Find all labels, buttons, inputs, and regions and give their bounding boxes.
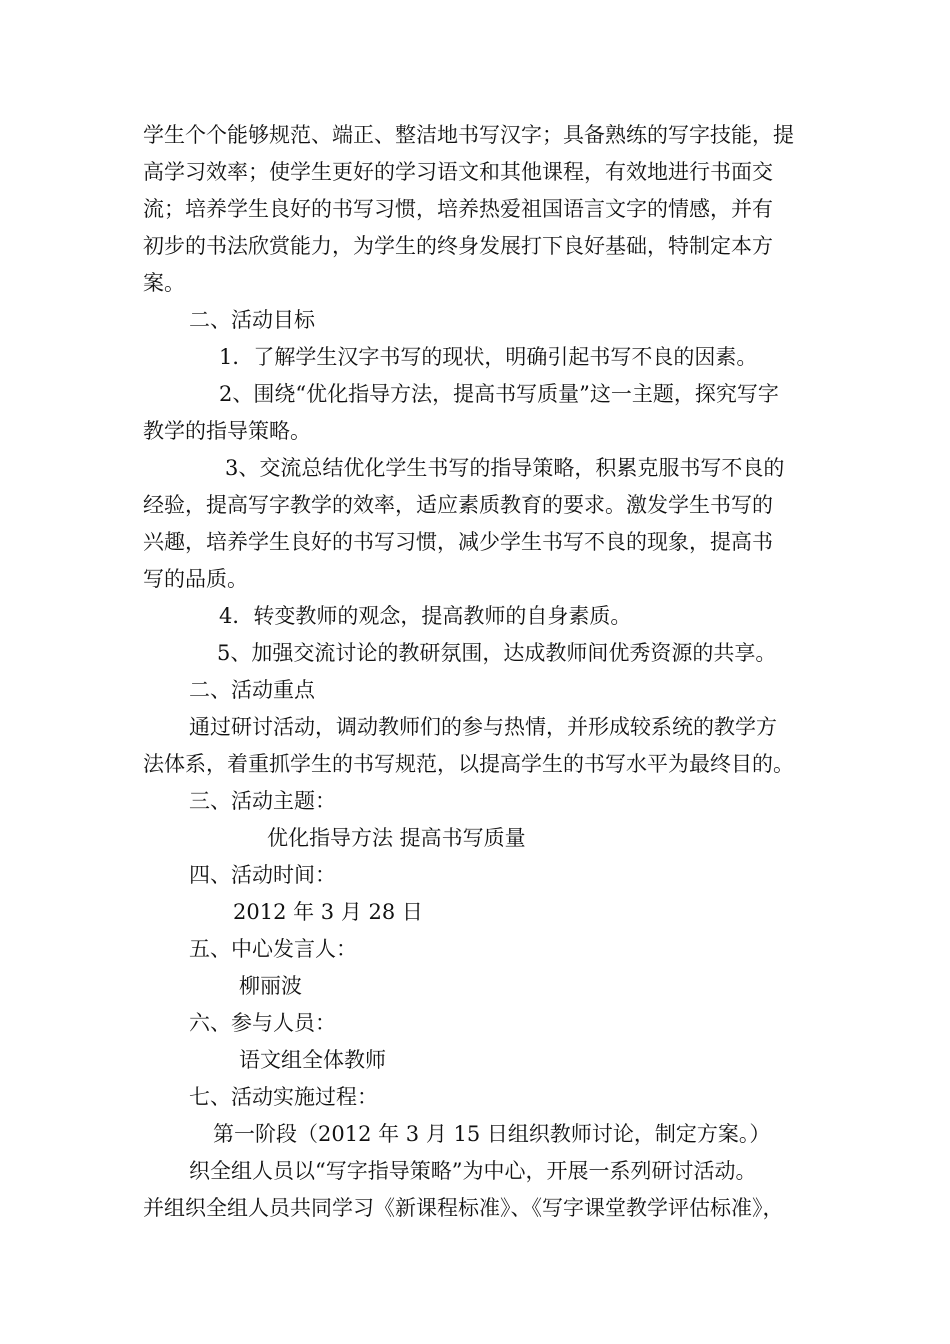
- goal-item-2: 2、围绕“优化指导方法，提高书写质量”这一主题，探究写字: [219, 382, 779, 406]
- document-page: [143, 117, 813, 1227]
- body-line: 经验，提高写字教学的效率，适应素质教育的要求。激发学生书写的: [143, 493, 773, 517]
- time-text: 2012 年 3 月 28 日: [233, 900, 423, 924]
- goal-item-3: 3、交流总结优化学生书写的指导策略，积累克服书写不良的: [225, 456, 785, 480]
- body-line: 案。: [143, 271, 185, 295]
- participants-text: 语文组全体教师: [239, 1048, 386, 1072]
- section-heading-process: 七、活动实施过程：: [189, 1085, 378, 1109]
- body-line: 学生个个能够规范、端正、整洁地书写汉字；具备熟练的写字技能，提: [143, 123, 794, 147]
- body-line: 写的品质。: [143, 567, 248, 591]
- goal-item-1: 1．了解学生汉字书写的现状，明确引起书写不良的因素。: [219, 345, 758, 369]
- body-line: 并组织全组人员共同学习《新课程标准》、《写字课堂教学评估标准》，: [143, 1196, 784, 1220]
- goal-item-5: 5、加强交流讨论的教研氛围，达成教师间优秀资源的共享。: [217, 641, 777, 665]
- section-heading-participants: 六、参与人员：: [189, 1011, 336, 1035]
- body-line: 教学的指导策略。: [143, 419, 311, 443]
- speaker-name: 柳丽波: [239, 974, 302, 998]
- section-heading-theme: 三、活动主题：: [189, 789, 336, 813]
- body-line: 织全组人员以“写字指导策略”为中心，开展一系列研讨活动。: [189, 1159, 757, 1183]
- section-heading-time: 四、活动时间：: [189, 863, 336, 887]
- theme-text: 优化指导方法 提高书写质量: [267, 826, 526, 850]
- phase-one-title: 第一阶段（2012 年 3 月 15 日组织教师讨论，制定方案。）: [213, 1122, 771, 1146]
- goal-item-4: 4．转变教师的观念，提高教师的自身素质。: [219, 604, 632, 628]
- section-heading-goals: 二、活动目标: [189, 308, 315, 332]
- body-line: 初步的书法欣赏能力，为学生的终身发展打下良好基础，特制定本方: [143, 234, 773, 258]
- body-line: 通过研讨活动，调动教师们的参与热情，并形成较系统的教学方: [189, 715, 777, 739]
- section-heading-speaker: 五、中心发言人：: [189, 937, 357, 961]
- section-heading-focus: 二、活动重点: [189, 678, 315, 702]
- body-line: 法体系，着重抓学生的书写规范，以提高学生的书写水平为最终目的。: [143, 752, 794, 776]
- body-line: 高学习效率；使学生更好的学习语文和其他课程，有效地进行书面交: [143, 160, 773, 184]
- body-line: 兴趣，培养学生良好的书写习惯，减少学生书写不良的现象，提高书: [143, 530, 773, 554]
- body-line: 流；培养学生良好的书写习惯，培养热爱祖国语言文字的情感，并有: [143, 197, 773, 221]
